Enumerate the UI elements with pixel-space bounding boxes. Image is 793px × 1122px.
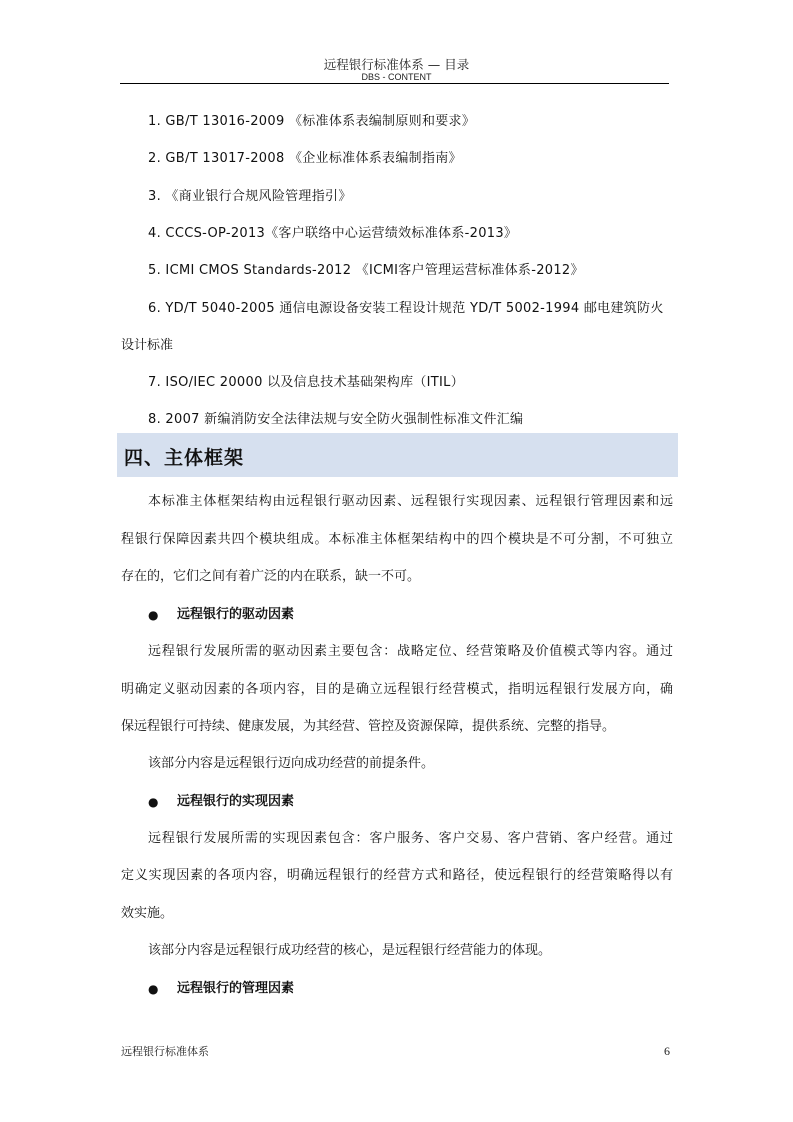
reference-item: 6. YD/T 5040-2005 通信电源设备安装工程设计规范 YD/T 5002-1994 邮电建筑防火 [148,301,664,316]
reference-item: 4. CCCS-OP-2013《客户联络中心运营绩效标准体系-2013》 [148,226,518,241]
footer-title: 远程银行标准体系 [121,1045,209,1058]
paragraph-line: 保远程银行可持续、健康发展，为其经营、管控及资源保障，提供系统、完整的指导。 [121,719,616,734]
reference-item-continued: 设计标准 [121,338,174,353]
reference-item: 7. ISO/IEC 20000 以及信息技术基础架构库（ITIL） [148,375,465,390]
paragraph-line: 明确定义驱动因素的各项内容，目的是确立远程银行经营模式，指明远程银行发展方向，确 [121,682,673,697]
bullet-heading: 远程银行的管理因素 [177,981,295,996]
reference-item: 2. GB/T 13017-2008 《企业标准体系表编制指南》 [148,151,462,166]
reference-item: 8. 2007 新编消防安全法律法规与安全防火强制性标准文件汇编 [148,412,524,427]
bullet-icon: ● [148,982,159,996]
reference-item: 5. ICMI CMOS Standards-2012 《ICMI客户管理运营标准体系-2012》 [148,263,584,278]
paragraph-note: 该部分内容是远程银行迈向成功经营的前提条件。 [148,756,435,771]
header-title: 远程银行标准体系 — 目录 [323,57,470,72]
paragraph-note: 该部分内容是远程银行成功经营的核心，是远程银行经营能力的体现。 [148,943,552,958]
paragraph-line: 本标准主体框架结构由远程银行驱动因素、远程银行实现因素、远程银行管理因素和远 [148,494,673,509]
paragraph-line: 定义实现因素的各项内容，明确远程银行的经营方式和路径，使远程银行的经营策略得以有 [121,868,673,883]
paragraph-line: 远程银行发展所需的驱动因素主要包含：战略定位、经营策略及价值模式等内容。通过 [148,644,673,659]
paragraph-line: 远程银行发展所需的实现因素包含：客户服务、客户交易、客户营销、客户经营。通过 [148,831,673,846]
bullet-heading: 远程银行的实现因素 [177,794,295,809]
paragraph-line: 程银行保障因素共四个模块组成。本标准主体框架结构中的四个模块是不可分割，不可独立 [121,532,673,547]
header-rule [120,83,669,84]
paragraph-line: 存在的，它们之间有着广泛的内在联系，缺一不可。 [121,569,421,584]
paragraph-line: 效实施。 [121,906,174,921]
reference-item: 1. GB/T 13016-2009 《标准体系表编制原则和要求》 [148,114,476,129]
bullet-icon: ● [148,608,159,622]
bullet-heading: 远程银行的驱动因素 [177,607,295,622]
bullet-icon: ● [148,795,159,809]
page-number: 6 [664,1044,670,1058]
reference-item: 3. 《商业银行合规风险管理指引》 [148,189,352,204]
section-heading: 四、主体框架 [124,447,245,469]
header-subtitle: DBS - CONTENT [361,72,432,82]
